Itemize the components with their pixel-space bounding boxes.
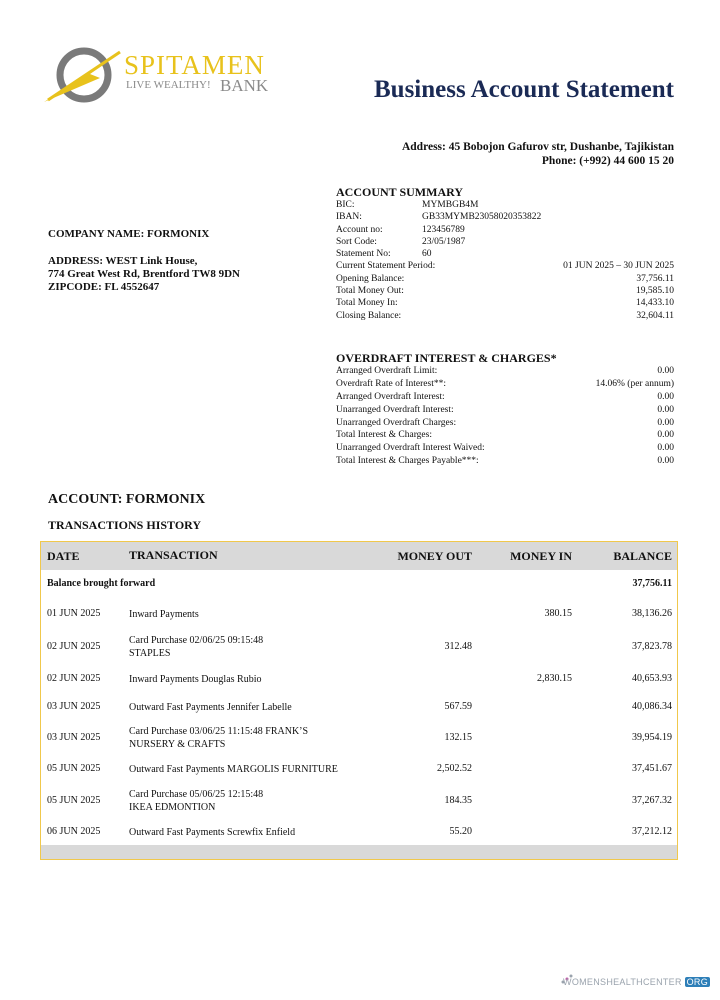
row-money-out: 55.20: [449, 826, 472, 837]
overdraft-value: 0.00: [657, 366, 674, 376]
row-date: 02 JUN 2025: [47, 673, 101, 684]
brought-forward-label: Balance brought forward: [47, 578, 156, 589]
header-transaction: TRANSACTION: [129, 548, 218, 562]
overdraft-value: 0.00: [657, 417, 674, 428]
company-address-line2: 774 Great West Rd, Brentford TW8 9DN: [48, 268, 240, 280]
overdraft-section: [336, 352, 674, 468]
watermark-tld: ORG: [686, 977, 708, 987]
summary-label: Closing Balance:: [336, 310, 402, 321]
summary-row: [336, 297, 674, 309]
table-footer-bar: [41, 845, 677, 859]
row-date: 06 JUN 2025: [47, 826, 101, 837]
summary-row: [336, 224, 674, 236]
table-header: [41, 542, 677, 570]
summary-row: [336, 199, 674, 211]
row-money-in: 2,830.15: [537, 673, 572, 684]
company-name: COMPANY NAME: FORMONIX: [48, 228, 210, 240]
company-address-line1: ADDRESS: WEST Link House,: [48, 255, 198, 267]
overdraft-row: [336, 365, 674, 378]
bank-address-block: [402, 140, 674, 168]
account-summary: [336, 186, 674, 322]
row-transaction: Inward Payments Douglas Rubio: [129, 674, 262, 685]
row-transaction-detail: STAPLES: [129, 648, 171, 659]
header-balance: BALANCE: [613, 549, 672, 563]
summary-value: 60: [422, 249, 432, 260]
overdraft-value: 0.00: [657, 391, 674, 402]
row-transaction-detail: NURSERY & CRAFTS: [129, 739, 226, 750]
overdraft-value: 0.00: [657, 456, 674, 467]
bank-phone: Phone: (+992) 44 600 15 20: [541, 155, 674, 167]
row-date: 03 JUN 2025: [47, 732, 101, 743]
row-money-out: 184.35: [444, 795, 472, 806]
bank-name: SPITAMEN: [124, 50, 265, 80]
summary-label: Statement No:: [336, 249, 391, 260]
bank-tagline: LIVE WEALTHY!: [126, 79, 211, 91]
overdraft-label: Overdraft Rate of Interest**:: [336, 378, 446, 389]
summary-row: [336, 273, 674, 285]
row-date: 02 JUN 2025: [47, 641, 101, 652]
summary-row: [336, 248, 674, 260]
row-money-in: 380.15: [544, 608, 572, 619]
summary-label: BIC:: [336, 200, 355, 210]
brought-forward-balance: 37,756.11: [632, 578, 672, 589]
overdraft-row: [336, 404, 674, 417]
overdraft-row: [336, 442, 674, 455]
overdraft-label: Unarranged Overdraft Interest Waived:: [336, 443, 485, 454]
row-balance: 37,823.78: [632, 641, 672, 652]
summary-value: 19,585.10: [636, 286, 674, 297]
overdraft-value: 14.06% (per annum): [595, 378, 674, 389]
row-balance: 38,136.26: [632, 608, 672, 619]
summary-value: 123456789: [422, 224, 465, 235]
row-transaction: Card Purchase 03/06/25 11:15:48 FRANK’S: [129, 726, 309, 737]
summary-value: 23/05/1987: [422, 236, 466, 247]
header-money-out: MONEY OUT: [397, 549, 472, 563]
summary-row: [336, 260, 674, 272]
row-balance: 37,451.67: [632, 763, 672, 774]
overdraft-row: [336, 429, 674, 442]
bank-word: BANK: [220, 76, 269, 95]
transactions-table: [40, 541, 678, 860]
watermark: [563, 977, 710, 987]
row-transaction: Card Purchase 02/06/25 09:15:48: [129, 635, 264, 646]
summary-row: [336, 211, 674, 223]
row-transaction: Outward Fast Payments Screwfix Enfield: [129, 827, 296, 838]
header-money-in: MONEY IN: [510, 549, 572, 563]
summary-row: [336, 285, 674, 297]
overdraft-value: 0.00: [657, 404, 674, 415]
summary-label: Current Statement Period:: [336, 261, 436, 272]
row-balance: 39,954.19: [632, 732, 672, 743]
summary-value: 32,604.11: [636, 310, 674, 321]
summary-label: Account no:: [336, 224, 383, 235]
header-date: DATE: [47, 549, 80, 563]
row-money-out: 567.59: [444, 701, 472, 712]
row-balance: 40,653.93: [632, 673, 672, 684]
company-zipcode: ZIPCODE: FL 4552647: [48, 281, 160, 293]
row-transaction: Outward Fast Payments Jennifer Labelle: [129, 702, 292, 713]
row-money-out: 132.15: [444, 732, 472, 743]
document-title: Business Account Statement: [373, 76, 674, 103]
account-summary-title: ACCOUNT SUMMARY: [336, 185, 464, 199]
overdraft-value: 0.00: [657, 430, 674, 441]
summary-value: MYMBGB4M: [422, 200, 479, 210]
row-transaction: Inward Payments: [129, 609, 199, 620]
overdraft-value: 0.00: [657, 443, 674, 454]
row-money-out: 312.48: [444, 641, 472, 652]
row-money-out: 2,502.52: [437, 763, 472, 774]
overdraft-row: [336, 391, 674, 404]
summary-label: Opening Balance:: [336, 273, 405, 284]
bank-address: Address: 45 Bobojon Gafurov str, Dushanbe, Tajikistan: [401, 141, 674, 153]
transactions-history-title: TRANSACTIONS HISTORY: [48, 518, 202, 532]
summary-label: Total Money Out:: [336, 286, 404, 297]
summary-value: 37,756.11: [636, 273, 674, 284]
overdraft-title: OVERDRAFT INTEREST & CHARGES*: [336, 351, 557, 365]
row-date: 05 JUN 2025: [47, 763, 101, 774]
row-transaction-detail: IKEA EDMONTION: [129, 802, 216, 813]
overdraft-label: Unarranged Overdraft Charges:: [336, 417, 457, 428]
row-transaction: Outward Fast Payments MARGOLIS FURNITURE: [129, 764, 338, 775]
summary-value: 01 JUN 2025 – 30 JUN 2025: [563, 261, 674, 272]
overdraft-label: Total Interest & Charges:: [336, 430, 432, 441]
overdraft-row: [336, 455, 674, 468]
overdraft-label: Total Interest & Charges Payable***:: [336, 456, 479, 467]
row-date: 05 JUN 2025: [47, 795, 101, 806]
overdraft-label: Arranged Overdraft Interest:: [336, 391, 445, 402]
row-date: 03 JUN 2025: [47, 701, 101, 712]
row-date: 01 JUN 2025: [47, 608, 101, 619]
summary-row: [336, 310, 674, 322]
summary-label: IBAN:: [336, 212, 362, 223]
account-title: ACCOUNT: FORMONIX: [48, 492, 206, 507]
row-balance: 40,086.34: [632, 701, 672, 712]
overdraft-row: [336, 378, 674, 391]
summary-value: 14,433.10: [636, 298, 674, 309]
row-transaction: Card Purchase 05/06/25 12:15:48: [129, 789, 264, 800]
watermark-text: WOMENSHEALTHCENTER: [563, 977, 682, 987]
row-balance: 37,212.12: [632, 826, 672, 837]
summary-value: GB33MYMB23058020353822: [422, 212, 542, 223]
overdraft-row: [336, 417, 674, 430]
overdraft-label: Unarranged Overdraft Interest:: [336, 404, 454, 415]
row-balance: 37,267.32: [632, 795, 672, 806]
summary-row: [336, 236, 674, 248]
summary-label: Total Money In:: [336, 298, 398, 309]
overdraft-label: Arranged Overdraft Limit:: [336, 366, 438, 376]
summary-label: Sort Code:: [336, 236, 377, 247]
company-info: [48, 228, 240, 294]
